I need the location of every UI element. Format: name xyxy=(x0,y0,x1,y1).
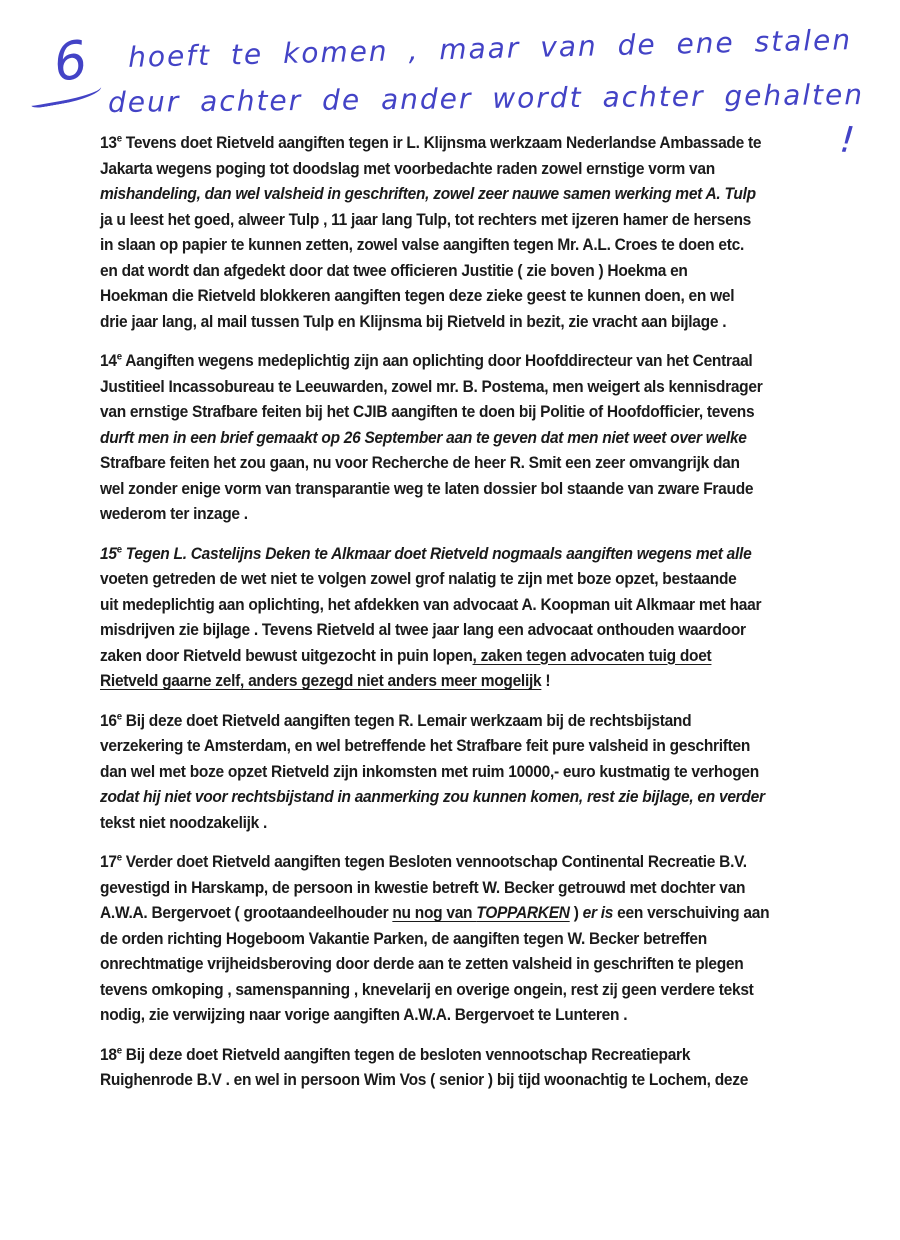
text-line: voeten getreden de wet niet te volgen zowel grof nalatig te zijn met boze opzet, bestaande xyxy=(100,570,737,588)
text-line: durft men in een brief gemaakt op 26 September aan te geven dat men niet weet over welke xyxy=(100,428,747,447)
text-line: gevestigd in Harskamp, de persoon in kwestie betreft W. Becker getrouwd met dochter van xyxy=(100,878,746,897)
text-line: 13e Tevens doet Rietveld aangiften tegen ir L. Klijnsma werkzaam Nederlandse Ambassade te xyxy=(100,133,762,152)
text-line: wederom ter inzage . xyxy=(100,505,248,523)
text-line: tevens omkoping , samenspanning , knevelarij en overige ongein, rest zij geen verdere tekst xyxy=(100,980,754,999)
text-line: misdrijven zie bijlage . Tevens Rietveld al twee jaar lang een advocaat onthouden waardoor xyxy=(100,621,746,639)
text-line: 15e Tegen L. Castelijns Deken te Alkmaar doet Rietveld nogmaals aangiften wegens met alle xyxy=(100,544,752,563)
text-line: nodig, zie verwijzing naar vorige aangiften A.W.A. Bergervoet te Lunteren . xyxy=(100,1006,628,1024)
text-line: Ruighenrode B.V . en wel in persoon Wim Vos ( senior ) bij tijd woonachtig te Lochem, deze xyxy=(100,1071,749,1089)
text-line: drie jaar lang, al mail tussen Tulp en Klijnsma bij Rietveld in bezit, zie vracht aan bijlage . xyxy=(100,312,727,331)
text-line: de orden richting Hogeboom Vakantie Parken, de aangiften tegen W. Becker betreffen xyxy=(100,929,707,948)
text-line: dan wel met boze opzet Rietveld zijn inkomsten met ruim 10000,- euro kustmatig te verhogen xyxy=(100,762,759,781)
text-line: verzekering te Amsterdam, en wel betreffende het Strafbare feit pure valsheid in geschriften xyxy=(100,737,751,755)
text-line: in slaan op papier te kunnen zetten, zowel valse aangiften tegen Mr. A.L. Croes te doen etc. xyxy=(100,236,745,254)
text-line: en dat wordt dan afgedekt door dat twee officieren Justitie ( zie boven ) Hoekma en xyxy=(100,261,688,280)
handwritten-margin-number: 6 xyxy=(49,29,92,95)
paragraph-17 xyxy=(100,850,805,1029)
paragraph-16 xyxy=(100,709,805,837)
text-line: Jakarta wegens poging tot doodslag met voorbedachte raden zowel ernstige vorm van xyxy=(100,159,715,178)
text-line: A.W.A. Bergervoet ( grootaandeelhouder nu nog van TOPPARKEN ) er is een verschuiving aan xyxy=(100,904,770,922)
text-line: van ernstige Strafbare feiten bij het CJIB aangiften te doen bij Politie of Hoofdofficier, tevens xyxy=(100,403,755,421)
paragraph-13 xyxy=(100,131,805,335)
text-line: uit medeplichtig aan oplichting, het afdekken van advocaat A. Koopman uit Alkmaar met haar xyxy=(100,595,762,614)
text-line: Rietveld gaarne zelf, anders gezegd niet anders meer mogelijk ! xyxy=(100,672,551,690)
typed-body-text xyxy=(100,131,805,1108)
text-line: tekst niet noodzakelijk . xyxy=(100,813,268,832)
paragraph-18 xyxy=(100,1043,805,1094)
text-line: zaken door Rietveld bewust uitgezocht in puin lopen, zaken tegen advocaten tuig doet xyxy=(100,646,712,665)
text-line: Hoekman die Rietveld blokkeren aangiften tegen deze zieke geest te kunnen doen, en wel xyxy=(100,287,735,305)
text-line: zodat hij niet voor rechtsbijstand in aanmerking zou kunnen komen, rest zie bijlage, en verder xyxy=(100,788,765,806)
text-line: 14e Aangiften wegens medeplichtig zijn aan oplichting door Hoofddirecteur van het Centraal xyxy=(100,351,753,370)
paragraph-15 xyxy=(100,542,805,695)
handwritten-note-line-1: hoeft te komen , maar van de ene stalen xyxy=(127,23,853,74)
text-line: 16e Bij deze doet Rietveld aangiften tegen R. Lemair werkzaam bij de rechtsbijstand xyxy=(100,711,692,730)
handwritten-exclamation-mark: ! xyxy=(838,119,857,162)
handwritten-note-line-2: deur achter de ander wordt achter gehalten xyxy=(107,78,865,119)
text-line: onrechtmatige vrijheidsberoving door derde aan te zetten valsheid in geschriften te plegen xyxy=(100,955,744,973)
text-line: wel zonder enige vorm van transparantie weg te laten dossier bol staande van zware Fraude xyxy=(100,479,754,498)
text-line: ja u leest het goed, alweer Tulp , 11 jaar lang Tulp, tot rechters met ijzeren hamer de hersens xyxy=(100,210,751,229)
text-line: Strafbare feiten het zou gaan, nu voor Recherche de heer R. Smit een zeer omvangrijk dan xyxy=(100,454,740,472)
text-line: 17e Verder doet Rietveld aangiften tegen Besloten vennootschap Continental Recreatie B.V. xyxy=(100,852,747,871)
text-line: 18e Bij deze doet Rietveld aangiften tegen de besloten vennootschap Recreatiepark xyxy=(100,1045,691,1064)
text-line: mishandeling, dan wel valsheid in geschriften, zowel zeer nauwe samen werking met A. Tulp xyxy=(100,185,756,203)
text-line: Justitieel Incassobureau te Leeuwarden, zowel mr. B. Postema, men weigert als kennisdrager xyxy=(100,377,763,396)
paragraph-14 xyxy=(100,349,805,528)
